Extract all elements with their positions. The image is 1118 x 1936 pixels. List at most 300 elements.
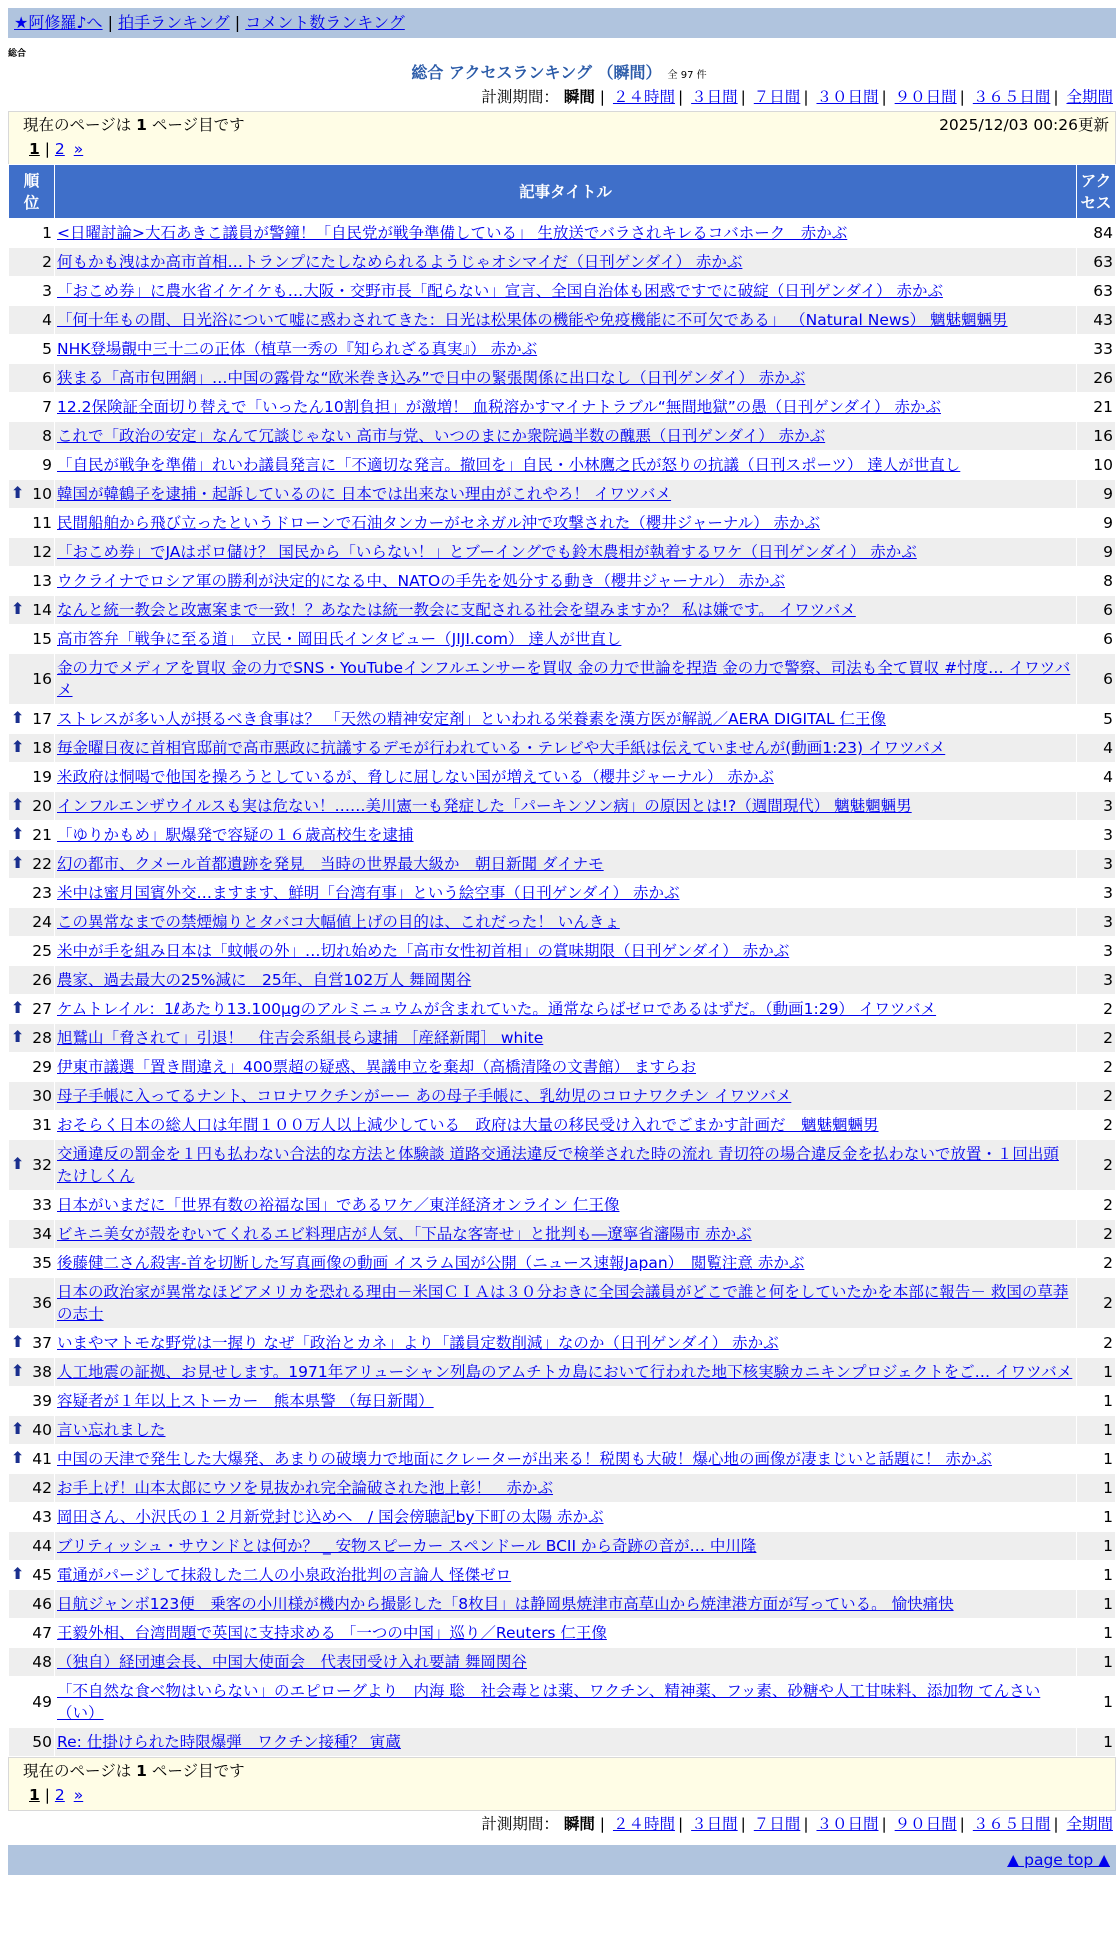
rank-number: 35 — [32, 1254, 52, 1272]
title-cell — [55, 1053, 1077, 1082]
access-count: 2 — [1077, 1278, 1116, 1329]
rank-cell — [9, 1024, 55, 1053]
page-info-prefix: 現在のページは — [23, 116, 132, 134]
rank-number: 36 — [32, 1294, 52, 1312]
rank-cell — [9, 248, 55, 277]
title-cell — [55, 1619, 1077, 1648]
rank-number: 33 — [32, 1196, 52, 1214]
access-count: 6 — [1077, 654, 1116, 705]
pager-page-2[interactable]: 2 — [54, 140, 65, 158]
title-cell — [55, 248, 1077, 277]
period-90d-link[interactable]: ９０日間 — [894, 1815, 957, 1833]
access-count: 16 — [1077, 422, 1116, 451]
table-row — [9, 1503, 1116, 1532]
period-365d-link[interactable]: ３６５日間 — [972, 1815, 1051, 1833]
period-selector-top: 計測期間： 瞬間 | ２４時間 | ３日間 | ７日間 | ３０日間 | ９０日間 | ３６５日間 | 全期間 — [481, 88, 1113, 106]
access-count: 63 — [1077, 277, 1116, 306]
pager-next[interactable]: » — [73, 1786, 84, 1804]
access-count: 4 — [1077, 734, 1116, 763]
home-link[interactable]: ★阿修羅♪へ — [14, 13, 103, 32]
up-arrow-icon: ⬆ — [11, 737, 25, 756]
up-arrow-icon: ⬆ — [11, 1361, 25, 1380]
rank-cell — [9, 1445, 55, 1474]
article-title-link[interactable]: ブリティッシュ・サウンドとは何か？ _ 安物スピーカー スペンドール BCII から奇跡の音が… 中川隆 — [57, 1537, 757, 1555]
table-row — [9, 1249, 1116, 1278]
up-arrow-icon: ⬆ — [11, 483, 25, 502]
rank-cell — [9, 451, 55, 480]
rank-cell — [9, 850, 55, 879]
title-cell — [55, 995, 1077, 1024]
footer-bar — [8, 1845, 1116, 1875]
title-cell — [55, 792, 1077, 821]
article-title-link[interactable]: お手上げ！山本太郎にウソを見抜かれ完全論破された池上彰！ 赤かぶ — [57, 1479, 554, 1497]
rank-number: 11 — [32, 514, 52, 532]
title-cell — [55, 1728, 1077, 1757]
article-title-link[interactable]: 民間船舶から飛び立ったというドローンで石油タンカーがセネガル沖で攻撃された（櫻井ジャーナル） 赤かぶ — [57, 514, 821, 532]
article-title-link[interactable]: 人工地震の証拠、お見せします。1971年アリューシャン列島のアムチトカ島において行われた地下核実験カニキンプロジェクトをご… イワツバメ — [57, 1363, 1073, 1381]
article-title-link[interactable]: 12.2保険証全面切り替えで「いったん10割負担」が激増！ 血税溶かすマイナトラブル“無間地獄”の愚（日刊ゲンダイ） 赤かぶ — [57, 398, 941, 416]
pager-separator: | — [44, 1786, 50, 1804]
article-title-link[interactable]: 幻の都市、クメール首都遺跡を発見 当時の世界最大級か 朝日新聞 ダイナモ — [57, 855, 604, 873]
title-cell — [55, 1024, 1077, 1053]
title-cell — [55, 734, 1077, 763]
rank-cell — [9, 1220, 55, 1249]
rank-cell — [9, 1082, 55, 1111]
article-title-link[interactable]: 中国の天津で発生した大爆発、あまりの破壊力で地面にクレーターが出来る！税関も大破！爆心地の画像が凄まじいと話題に！ 赤かぶ — [57, 1450, 992, 1468]
table-row — [9, 1416, 1116, 1445]
access-count: 1 — [1077, 1677, 1116, 1728]
rank-cell — [9, 306, 55, 335]
rank-number: 17 — [32, 710, 52, 728]
access-count: 9 — [1077, 509, 1116, 538]
table-row — [9, 1024, 1116, 1053]
rank-number: 41 — [32, 1450, 52, 1468]
rank-number: 20 — [32, 797, 52, 815]
rank-number: 37 — [32, 1334, 52, 1352]
table-row — [9, 1532, 1116, 1561]
up-arrow-icon: ⬆ — [11, 1564, 25, 1583]
rank-cell — [9, 879, 55, 908]
period-24h-link[interactable]: ２４時間 — [612, 1815, 675, 1833]
table-row — [9, 1358, 1116, 1387]
page-info — [23, 114, 245, 136]
rank-cell — [9, 277, 55, 306]
access-count: 6 — [1077, 596, 1116, 625]
table-row — [9, 1648, 1116, 1677]
article-title-link[interactable]: 交通違反の罰金を１円も払わない合法的な方法と体験談 道路交通法違反で検挙された時の流れ 青切符の場合違反金を払わないで放置・１回出頭 たけしくん — [57, 1145, 1059, 1185]
rank-number: 22 — [32, 855, 52, 873]
article-title-link[interactable]: なんと統一教会と改憲案まで一致！？あなたは統一教会に支配される社会を望みますか？ 私は嫌です。 イワツバメ — [57, 601, 856, 619]
access-count: 3 — [1077, 850, 1116, 879]
title-cell — [55, 219, 1077, 248]
pager-current-page[interactable]: 1 — [29, 140, 40, 158]
comment-ranking-link[interactable]: コメント数ランキング — [245, 13, 405, 32]
pager-page-2[interactable]: 2 — [54, 1786, 65, 1804]
rank-cell — [9, 1387, 55, 1416]
title-cell — [55, 1561, 1077, 1590]
access-count: 9 — [1077, 538, 1116, 567]
access-count: 9 — [1077, 480, 1116, 509]
table-row — [9, 1278, 1116, 1329]
rank-number: 46 — [32, 1595, 52, 1613]
page-info-prefix: 現在のページは — [23, 1762, 132, 1780]
rank-cell — [9, 654, 55, 705]
rank-number: 31 — [32, 1116, 52, 1134]
period-30d-link[interactable]: ３０日間 — [816, 88, 879, 106]
rank-cell — [9, 1278, 55, 1329]
rank-cell — [9, 1249, 55, 1278]
rank-cell — [9, 792, 55, 821]
title-cell — [55, 1445, 1077, 1474]
article-title-link[interactable]: 日本の政治家が異常なほどアメリカを恐れる理由－米国ＣＩＡは３０分おきに全国会議員がどこで誰と何をしていたかを本部に報告－ 救国の草莽の志士 — [57, 1283, 1069, 1323]
title-cell — [55, 393, 1077, 422]
title-cell — [55, 1532, 1077, 1561]
access-count: 2 — [1077, 995, 1116, 1024]
rank-cell — [9, 1140, 55, 1191]
period-label: 計測期間： — [481, 88, 559, 106]
rank-cell — [9, 734, 55, 763]
article-title-link[interactable]: いまやマトモな野党は一握り なぜ「政治とカネ」より「議員定数削減」なのか（日刊ゲンダイ） 赤かぶ — [57, 1334, 779, 1352]
article-title-link[interactable]: ビキニ美女が殻をむいてくれるエビ料理店が人気、「下品な客寄せ」と批判も―遼寧省瀋陽市 赤かぶ — [57, 1225, 752, 1243]
up-arrow-icon: ⬆ — [11, 795, 25, 814]
period-current: 瞬間 — [563, 1815, 595, 1833]
title-cell — [55, 763, 1077, 792]
rank-number: 14 — [32, 601, 52, 619]
access-count: 5 — [1077, 705, 1116, 734]
page-info-number: 1 — [136, 1762, 147, 1780]
table-row — [9, 850, 1116, 879]
article-title-link[interactable]: 日本がいまだに「世界有数の裕福な国」であるワケ／東洋経済オンライン 仁王像 — [57, 1196, 620, 1214]
article-title-link[interactable]: ケムトレイル：1ℓあたり13.100μgのアルミニュウムが含まれていた。通常ならばゼロであるはずだ。（動画1:29） イワツバメ — [57, 1000, 937, 1018]
table-row — [9, 219, 1116, 248]
rank-cell — [9, 1191, 55, 1220]
rank-number: 13 — [32, 572, 52, 590]
article-title-link[interactable]: 旭鷲山「脅されて」引退！ 住吉会系組長ら逮捕 ［産経新聞］ white — [57, 1029, 544, 1047]
period-365d-link[interactable]: ３６５日間 — [972, 88, 1051, 106]
rank-number: 19 — [32, 768, 52, 786]
article-title-link[interactable]: 母子手帳に入ってるナント、コロナワクチンがーー あの母子手帳に、乳幼児のコロナワクチン イワツバメ — [57, 1087, 792, 1105]
rank-number: 47 — [32, 1624, 52, 1642]
rank-number: 39 — [32, 1392, 52, 1410]
rank-number: 30 — [32, 1087, 52, 1105]
article-title-link[interactable]: 韓国が韓鶴子を逮捕・起訴しているのに 日本では出来ない理由がこれやろ！ イワツバメ — [57, 485, 672, 503]
title-cell — [55, 567, 1077, 596]
period-24h-link[interactable]: ２４時間 — [612, 88, 675, 106]
article-title-link[interactable]: 後藤健二さん殺害-首を切断した写真画像の動画 イスラム国が公開（ニュース速報Japan） 閲覧注意 赤かぶ — [57, 1254, 805, 1272]
rank-cell — [9, 596, 55, 625]
table-row — [9, 277, 1116, 306]
table-row — [9, 509, 1116, 538]
table-row — [9, 364, 1116, 393]
pager-next[interactable]: » — [73, 140, 84, 158]
table-row — [9, 306, 1116, 335]
period-7d-link[interactable]: ７日間 — [753, 88, 801, 106]
rank-number: 7 — [42, 398, 52, 416]
rank-cell — [9, 1590, 55, 1619]
article-title-link[interactable]: 米中は蜜月国賓外交…ますます、鮮明「台湾有事」という絵空事（日刊ゲンダイ） 赤かぶ — [57, 884, 680, 902]
rank-cell — [9, 1728, 55, 1757]
access-count: 10 — [1077, 451, 1116, 480]
rank-number: 15 — [32, 630, 52, 648]
clap-ranking-link[interactable]: 拍手ランキング — [118, 13, 230, 32]
article-title-link[interactable]: 岡田さん、小沢氏の１２月新党封じ込めへ / 国会傍聴記by下町の太陽 赤かぶ — [57, 1508, 604, 1526]
rank-cell — [9, 1677, 55, 1728]
article-title-link[interactable]: ストレスが多い人が摂るべき食事は？ 「天然の精神安定剤」といわれる栄養素を漢方医が解説／AERA DIGITAL 仁王像 — [57, 710, 887, 728]
article-title-link[interactable]: 毎金曜日夜に首相官邸前で高市悪政に抗議するデモが行われている・テレビや大手紙は伝えていませんが(動画1:23) イワツバメ — [57, 739, 946, 757]
table-row — [9, 1474, 1116, 1503]
rank-number: 5 — [42, 340, 52, 358]
article-title-link[interactable]: 米政府は恫喝で他国を操ろうとしているが、脅しに屈しない国が増えている（櫻井ジャーナル） 赤かぶ — [57, 768, 774, 786]
article-title-link[interactable]: 何もかも洩はか高市首相…トランプにたしなめられるようじゃオシマイだ（日刊ゲンダイ） 赤かぶ — [57, 253, 743, 271]
access-count: 1 — [1077, 1728, 1116, 1757]
rank-number: 25 — [32, 942, 52, 960]
rank-number: 16 — [32, 670, 52, 688]
up-arrow-icon: ⬆ — [11, 824, 25, 843]
period-all-link[interactable]: 全期間 — [1066, 1815, 1113, 1833]
title-cell — [55, 1503, 1077, 1532]
rank-cell — [9, 995, 55, 1024]
page-top-link[interactable]: ▲ page top ▲ — [1007, 1851, 1110, 1869]
article-title-link[interactable]: 米中が手を組み日本は「蚊帳の外」…切れ始めた「高市女性初首相」の賞味期限（日刊ゲンダイ） 赤かぶ — [57, 942, 790, 960]
title-cell — [55, 1278, 1077, 1329]
title-cell — [55, 1358, 1077, 1387]
title-cell — [55, 335, 1077, 364]
access-count: 43 — [1077, 306, 1116, 335]
table-row — [9, 538, 1116, 567]
title-cell — [55, 705, 1077, 734]
rank-cell — [9, 1532, 55, 1561]
access-count: 63 — [1077, 248, 1116, 277]
article-title-link[interactable]: 「不自然な食べ物はいらない」のエピローグより 内海 聡 社会毒とは薬、ワクチン、精神薬、フッ素、砂糖や人工甘味料、添加物 てんさい（い） — [57, 1682, 1041, 1722]
article-title-link[interactable]: 容疑者が１年以上ストーカー 熊本県警 （毎日新聞） — [57, 1392, 434, 1410]
rank-number: 23 — [32, 884, 52, 902]
pager — [29, 138, 83, 160]
article-title-link[interactable]: 「何十年もの間、日光浴について嘘に惑わされてきた：日光は松果体の機能や免疫機能に不可欠である」 （Natural News） 魑魅魍魎男 — [57, 311, 1008, 329]
title-cell — [55, 1220, 1077, 1249]
article-title-link[interactable]: 伊東市議選「置き間違え」400票超の疑惑、異議申立を棄却（高橋清隆の文書館） ますらお — [57, 1058, 697, 1076]
article-title-link[interactable]: 日航ジャンボ123便 乗客の小川様が機内から撮影した「8枚目」は静岡県焼津市高草山から焼津港方面が写っている。 愉快痛快 — [57, 1595, 954, 1613]
rank-number: 40 — [32, 1421, 52, 1439]
table-row — [9, 792, 1116, 821]
period-all-link[interactable]: 全期間 — [1066, 88, 1113, 106]
table-row — [9, 567, 1116, 596]
article-title-link[interactable]: 王毅外相、台湾問題で英国に支持求める 「一つの中国」巡り／Reuters 仁王像 — [57, 1624, 607, 1642]
title-cell — [55, 1191, 1077, 1220]
article-title-link[interactable]: （独自）経団連会長、中国大使面会 代表団受け入れ要請 舞岡関谷 — [57, 1653, 527, 1671]
up-arrow-icon: ⬆ — [11, 708, 25, 727]
nav-separator: | — [234, 13, 241, 32]
page-title — [0, 60, 1118, 83]
table-row — [9, 1140, 1116, 1191]
title-cell — [55, 654, 1077, 705]
updated-timestamp: 2025/12/03 00:26更新 — [939, 116, 1109, 134]
rank-cell — [9, 480, 55, 509]
access-count: 2 — [1077, 1220, 1116, 1249]
access-count: 3 — [1077, 908, 1116, 937]
table-row — [9, 821, 1116, 850]
title-cell — [55, 1416, 1077, 1445]
title-cell — [55, 908, 1077, 937]
table-row — [9, 480, 1116, 509]
rank-cell — [9, 705, 55, 734]
article-title-link[interactable]: この異常なまでの禁煙煽りとタバコ大幅値上げの目的は、これだった！ いんきょ — [57, 913, 620, 931]
page-info-suffix: ページ目です — [151, 1762, 245, 1780]
up-arrow-icon: ⬆ — [11, 1154, 25, 1173]
rank-number: 29 — [32, 1058, 52, 1076]
article-title-link[interactable]: 高市答弁「戦争に至る道」 立民・岡田氏インタビュー（JIJI.com） 達人が世直し — [57, 630, 622, 648]
table-row — [9, 1111, 1116, 1140]
period-selector-bottom: 計測期間： 瞬間 | ２４時間 | ３日間 | ７日間 | ３０日間 | ９０日間 | ３６５日間 | 全期間 — [481, 1815, 1113, 1833]
article-title-link[interactable]: <日曜討論>大石あきこ議員が警鐘！「自民党が戦争準備している」 生放送でバラされキレるコバホーク 赤かぶ — [57, 224, 848, 242]
title-cell — [55, 1590, 1077, 1619]
rank-number: 45 — [32, 1566, 52, 1584]
article-title-link[interactable]: 「おこめ券」でJAはボロ儲け？ 国民から「いらない！」とブーイングでも鈴木農相が執着するワケ（日刊ゲンダイ） 赤かぶ — [57, 543, 917, 561]
access-count: 84 — [1077, 219, 1116, 248]
rank-number: 6 — [42, 369, 52, 387]
rank-number: 49 — [32, 1693, 52, 1711]
access-count: 1 — [1077, 1358, 1116, 1387]
table-row — [9, 966, 1116, 995]
article-title-link[interactable]: 狭まる「高市包囲網」…中国の露骨な“欧米巻き込み”で日中の緊張関係に出口なし（日刊ゲンダイ） 赤かぶ — [57, 369, 806, 387]
table-row — [9, 1191, 1116, 1220]
up-arrow-icon: ⬆ — [11, 1419, 25, 1438]
title-cell — [55, 821, 1077, 850]
article-title-link[interactable]: 「自民が戦争を準備」れいわ議員発言に「不適切な発言。撤回を」自民・小林鷹之氏が怒りの抗議（日刊スポーツ） 達人が世直し — [57, 456, 961, 474]
title-header: 記事タイトル — [55, 165, 1077, 219]
pager-current-page[interactable]: 1 — [29, 1786, 40, 1804]
table-row — [9, 1590, 1116, 1619]
rank-cell — [9, 538, 55, 567]
title-cell — [55, 1249, 1077, 1278]
period-90d-link[interactable]: ９０日間 — [894, 88, 957, 106]
article-title-link[interactable]: ウクライナでロシア軍の勝利が決定的になる中、NATOの手先を処分する動き（櫻井ジャーナル） 赤かぶ — [57, 572, 786, 590]
access-header: アクセス — [1077, 165, 1116, 219]
access-count: 3 — [1077, 937, 1116, 966]
table-row — [9, 1329, 1116, 1358]
access-count: 8 — [1077, 567, 1116, 596]
rank-header: 順位 — [9, 165, 55, 219]
up-arrow-icon: ⬆ — [11, 998, 25, 1017]
table-row — [9, 1053, 1116, 1082]
page-info-box-bottom — [8, 1757, 1116, 1811]
period-current: 瞬間 — [563, 88, 595, 106]
article-title-link[interactable]: 金の力でメディアを買収 金の力でSNS・YouTubeインフルエンサーを買収 金の力で世論を捏造 金の力で警察、司法も全て買収 #忖度… イワツバメ — [57, 659, 1071, 699]
table-row — [9, 1387, 1116, 1416]
title-cell — [55, 480, 1077, 509]
article-title-link[interactable]: 「ゆりかもめ」駅爆発で容疑の１６歳高校生を逮捕 — [57, 826, 414, 844]
top-nav-bar — [8, 8, 1116, 38]
rank-number: 34 — [32, 1225, 52, 1243]
access-count: 2 — [1077, 1191, 1116, 1220]
title-cell — [55, 850, 1077, 879]
category-label: 総合 — [8, 49, 27, 59]
article-title-link[interactable]: 電通がパージして抹殺した二人の小泉政治批判の言論人 怪傑ゼロ — [57, 1566, 512, 1584]
article-title-link[interactable]: 農家、過去最大の25%減に 25年、自営102万人 舞岡関谷 — [57, 971, 472, 989]
up-arrow-icon: ⬆ — [11, 1448, 25, 1467]
period-30d-link[interactable]: ３０日間 — [816, 1815, 879, 1833]
rank-number: 8 — [42, 427, 52, 445]
period-label: 計測期間： — [481, 1815, 559, 1833]
rank-number: 27 — [32, 1000, 52, 1018]
access-count: 1 — [1077, 1648, 1116, 1677]
article-title-link[interactable]: インフルエンザウイルスも実は危ない！……美川憲一も発症した「パーキンソン病」の原因とは!?（週間現代） 魑魅魍魎男 — [57, 797, 912, 815]
rank-number: 43 — [32, 1508, 52, 1526]
rank-cell — [9, 1619, 55, 1648]
page-info-box-top — [8, 111, 1116, 165]
table-row — [9, 596, 1116, 625]
access-count: 1 — [1077, 1474, 1116, 1503]
access-count: 1 — [1077, 1416, 1116, 1445]
rank-cell — [9, 1474, 55, 1503]
up-arrow-icon: ⬆ — [11, 853, 25, 872]
table-row — [9, 734, 1116, 763]
rank-cell — [9, 1503, 55, 1532]
table-row — [9, 335, 1116, 364]
title-cell — [55, 306, 1077, 335]
rank-cell — [9, 393, 55, 422]
title-cell — [55, 937, 1077, 966]
period-3d-link[interactable]: ３日間 — [691, 88, 738, 106]
title-cell — [55, 1474, 1077, 1503]
period-3d-link[interactable]: ３日間 — [691, 1815, 738, 1833]
article-title-link[interactable]: NHK登場覿中三十二の正体（植草一秀の『知られざる真実』） 赤かぶ — [57, 340, 538, 358]
title-cell — [55, 509, 1077, 538]
article-title-link[interactable]: おそらく日本の総人口は年間１００万人以上減少している 政府は大量の移民受け入れでごまかす計画だ 魑魅魍魎男 — [57, 1116, 879, 1134]
access-count: 1 — [1077, 1532, 1116, 1561]
rank-number: 32 — [32, 1156, 52, 1174]
title-cell — [55, 1329, 1077, 1358]
rank-number: 9 — [42, 456, 52, 474]
rank-cell — [9, 1053, 55, 1082]
rank-cell — [9, 966, 55, 995]
rank-number: 18 — [32, 739, 52, 757]
access-count: 2 — [1077, 1082, 1116, 1111]
ranking-title: 総合 アクセスランキング （瞬間） — [411, 63, 662, 82]
title-cell — [55, 451, 1077, 480]
access-count: 1 — [1077, 1619, 1116, 1648]
up-arrow-icon: ⬆ — [11, 599, 25, 618]
table-row — [9, 422, 1116, 451]
rank-cell — [9, 1329, 55, 1358]
article-title-link[interactable]: Re: 仕掛けられた時限爆弾 ワクチン接種？ 寅蔵 — [57, 1733, 401, 1751]
article-title-link[interactable]: 言い忘れました — [57, 1421, 166, 1439]
table-row — [9, 1619, 1116, 1648]
title-cell — [55, 538, 1077, 567]
table-row — [9, 995, 1116, 1024]
title-cell — [55, 879, 1077, 908]
rank-number: 48 — [32, 1653, 52, 1671]
title-cell — [55, 966, 1077, 995]
title-cell — [55, 1082, 1077, 1111]
rank-cell — [9, 821, 55, 850]
rank-cell — [9, 219, 55, 248]
article-title-link[interactable]: これで「政治の安定」なんて冗談じゃない 高市与党、いつのまにか衆院過半数の醜悪（日刊ゲンダイ） 赤かぶ — [57, 427, 826, 445]
table-row — [9, 908, 1116, 937]
rank-cell — [9, 763, 55, 792]
rank-cell — [9, 1358, 55, 1387]
title-cell — [55, 625, 1077, 654]
title-cell — [55, 1140, 1077, 1191]
rank-number: 42 — [32, 1479, 52, 1497]
table-row — [9, 451, 1116, 480]
nav-separator: | — [107, 13, 114, 32]
access-count: 6 — [1077, 625, 1116, 654]
article-title-link[interactable]: 「おこめ券」に農水省イケイケも…大阪・交野市長「配らない」宣言、全国自治体も困惑ですでに破綻（日刊ゲンダイ） 赤かぶ — [57, 282, 943, 300]
access-count: 2 — [1077, 1140, 1116, 1191]
table-row — [9, 393, 1116, 422]
period-7d-link[interactable]: ７日間 — [753, 1815, 801, 1833]
rank-number: 4 — [42, 311, 52, 329]
